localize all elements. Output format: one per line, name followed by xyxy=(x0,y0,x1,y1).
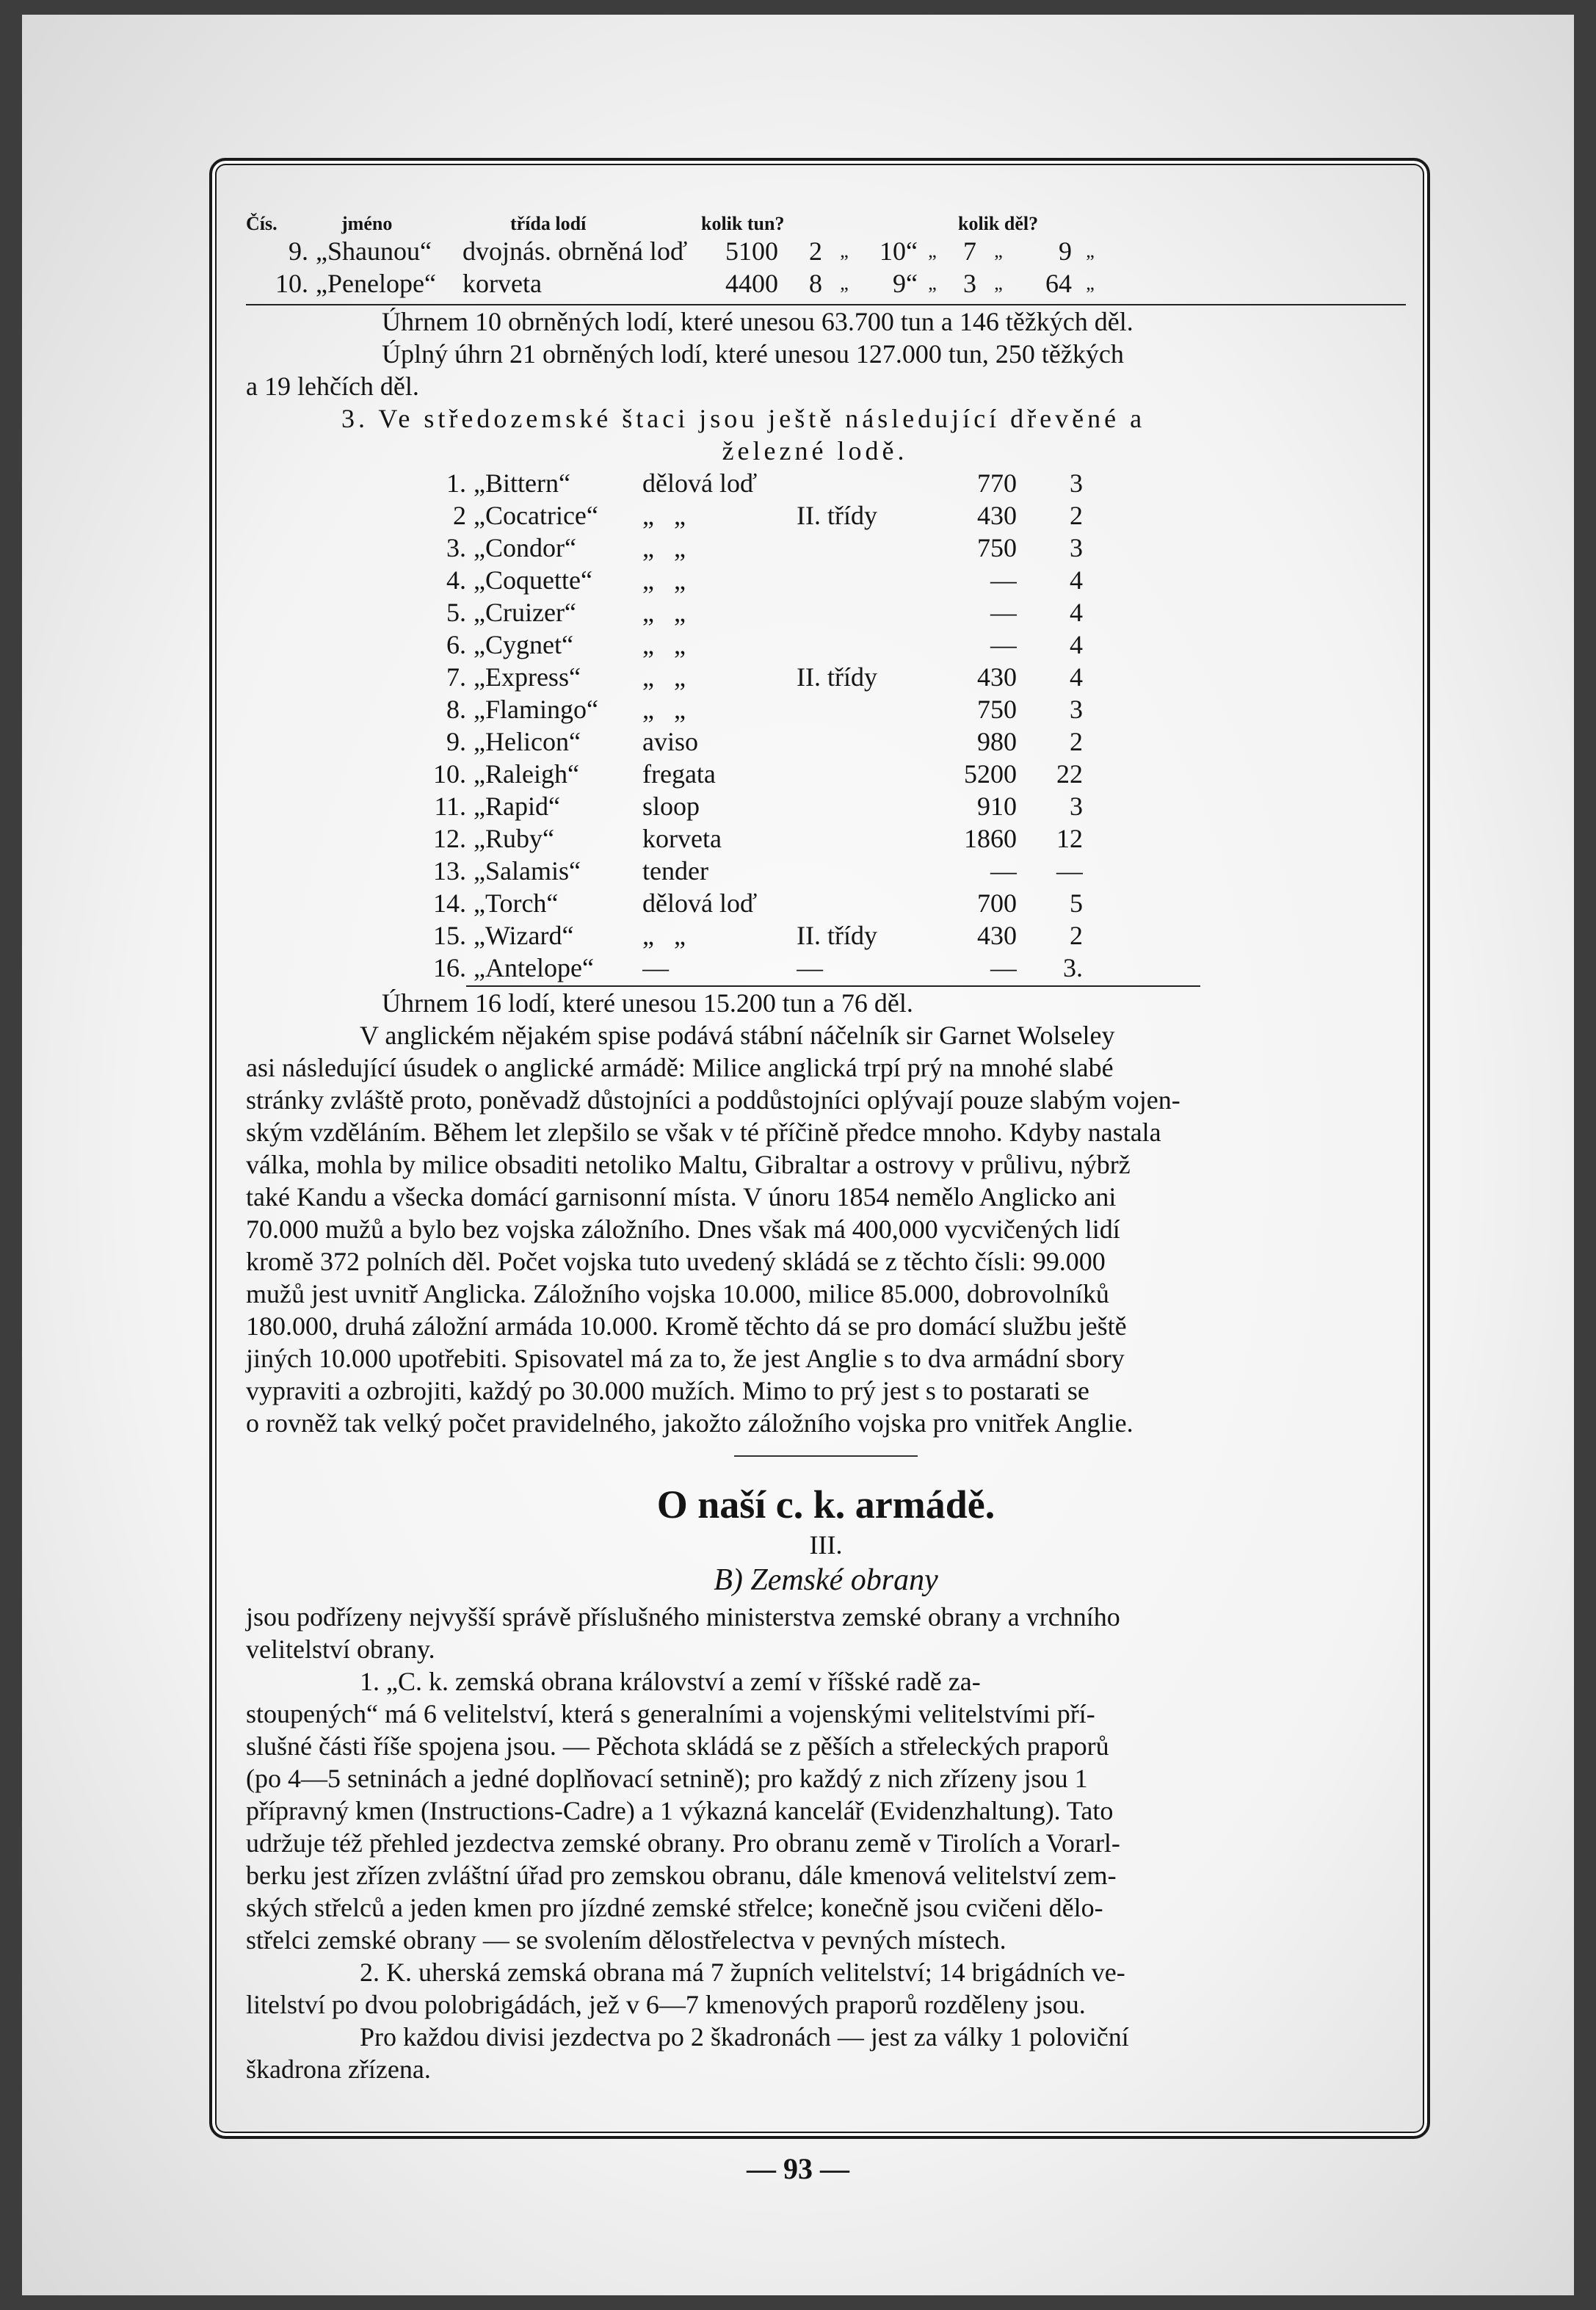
fleet-no: 9. xyxy=(289,236,308,266)
fleet-tons: 4400 xyxy=(725,269,778,298)
ship-guns: 3 xyxy=(1070,468,1083,498)
page-number: — 93 — xyxy=(747,2152,849,2185)
text-line: V anglickém nějakém spise podává stábní náčelník sir Garnet Wolseley xyxy=(360,1021,1115,1050)
ship-row xyxy=(246,564,1406,596)
fleet-a: 8 xyxy=(809,269,822,298)
ship-name: „Antelope“ xyxy=(474,953,594,982)
fleet-row xyxy=(246,267,1406,300)
ship-guns: 4 xyxy=(1070,662,1083,692)
fleet-table-body xyxy=(246,235,1406,300)
ship-type: dělová loď xyxy=(642,888,758,918)
ship-no: 5. xyxy=(446,598,466,627)
ship-tons: — xyxy=(990,630,1017,659)
ship-no: 3. xyxy=(446,533,466,562)
ship-guns: 2 xyxy=(1070,501,1083,530)
summary-line: Úhrnem 16 lodí, které unesou 15.200 tun a 76 děl. xyxy=(382,988,913,1018)
ship-no: 16. xyxy=(433,953,466,982)
text-line: udržuje též přehled jezdectva zemské obrany. Pro obranu země v Tirolích a Vorarl- xyxy=(246,1828,1120,1858)
ship-type: korveta xyxy=(642,824,722,853)
ship-tons: 980 xyxy=(977,727,1017,756)
ship-tons: 430 xyxy=(977,501,1017,530)
ship-guns: 4 xyxy=(1070,565,1083,595)
ship-no: 6. xyxy=(446,630,466,659)
section-divider xyxy=(734,1455,918,1457)
ship-row xyxy=(246,952,1406,984)
ship-type: tender xyxy=(642,856,708,886)
ship-guns: 3. xyxy=(1063,953,1083,982)
fleet-b: 9“ xyxy=(893,269,918,298)
text-line: škadrona zřízena. xyxy=(246,2054,431,2084)
fleet-a: 2 xyxy=(809,236,822,266)
ship-name: „Coquette“ xyxy=(474,565,592,595)
paragraph-intro xyxy=(246,1601,1406,1665)
text-line: berku jest zřízen zvláštní úřad pro zemskou obranu, dále kmenová velitelství zem- xyxy=(246,1861,1117,1890)
ship-tons: — xyxy=(990,856,1017,886)
fleet-d: 9 xyxy=(1059,236,1072,266)
ships-table xyxy=(246,467,1406,984)
fleet-sep: „ xyxy=(928,240,937,261)
scanned-page xyxy=(22,15,1574,2295)
text-line: přípravný kmen (Instructions-Cadre) a 1 výkazná kancelář (Evidenzhaltung). Tato xyxy=(246,1796,1114,1825)
ship-tons: 430 xyxy=(977,662,1017,692)
ship-tons: 910 xyxy=(977,792,1017,821)
ship-name: „Condor“ xyxy=(474,533,576,562)
ship-no: 2 xyxy=(453,501,466,530)
ship-row xyxy=(246,532,1406,564)
ship-no: 8. xyxy=(446,695,466,724)
fleet-tons: 5100 xyxy=(725,236,778,266)
col-cislo: Čís. xyxy=(246,213,278,234)
ship-tons: 700 xyxy=(977,888,1017,918)
text-line: o rovněž tak velký počet pravidelného, jakožto záložního vojska pro vnitřek Anglie. xyxy=(246,1408,1133,1438)
summary-line: a 19 lehčích děl. xyxy=(246,372,419,401)
fleet-class: dvojnás. obrněná loď xyxy=(463,236,688,266)
ship-name: „Cygnet“ xyxy=(474,630,573,659)
ship-tons: 750 xyxy=(977,533,1017,562)
ship-guns: 12 xyxy=(1056,824,1083,853)
ship-row xyxy=(246,629,1406,661)
ship-row xyxy=(246,725,1406,758)
ship-type: fregata xyxy=(642,759,716,789)
text-line: 1. „C. k. zemská obrana království a zemí v říšské radě za- xyxy=(360,1667,981,1696)
ship-name: „Wizard“ xyxy=(474,921,574,950)
ship-type: „ „ xyxy=(642,695,686,724)
text-line: velitelství obrany. xyxy=(246,1634,435,1664)
ship-row xyxy=(246,855,1406,887)
ship-type: „ „ xyxy=(642,598,686,627)
fleet-sep: „ xyxy=(1086,240,1095,261)
ship-name: „Rapid“ xyxy=(474,792,560,821)
text-line: ským vzděláním. Během let zlepšilo se však v té příčině předce mnoho. Kdyby nastala xyxy=(246,1118,1161,1147)
paragraph-hungarian-defence xyxy=(246,1956,1406,2021)
col-kolik-tun: kolik tun? xyxy=(701,213,785,234)
summary-line: Úhrnem 10 obrněných lodí, které unesou 63.700 tun a 146 těžkých děl. xyxy=(382,307,1133,336)
text-line: 180.000, druhá záložní armáda 10.000. Kromě těchto dá se pro domácí službu ještě xyxy=(246,1311,1127,1341)
ship-name: „Ruby“ xyxy=(474,824,554,853)
section-heading: železné lodě. xyxy=(722,436,908,466)
ship-guns: 5 xyxy=(1070,888,1083,918)
article-title: O naší c. k. armádě. xyxy=(656,1482,995,1527)
ship-tons: 1860 xyxy=(964,824,1017,853)
ship-class: II. třídy xyxy=(797,662,877,692)
fleet-sep: „ xyxy=(840,240,849,261)
text-line: Pro každou divisi jezdectva po 2 škadronách — jest za války 1 poloviční xyxy=(360,2022,1129,2052)
ship-no: 10. xyxy=(433,759,466,789)
page-content xyxy=(246,206,1406,2085)
ship-row xyxy=(246,661,1406,693)
ship-name: „Express“ xyxy=(474,662,581,692)
text-line: jiných 10.000 upotřebiti. Spisovatel má za to, že jest Anglie s to dva armádní sbory xyxy=(246,1344,1125,1373)
fleet-row xyxy=(246,235,1406,267)
col-trida: třída lodí xyxy=(510,213,587,234)
ship-row xyxy=(246,758,1406,790)
ship-no: 12. xyxy=(433,824,466,853)
ship-tons: 770 xyxy=(977,468,1017,498)
ship-class: II. třídy xyxy=(797,921,877,950)
col-kolik-del: kolik děl? xyxy=(958,213,1039,234)
text-line: mužů jest uvnitř Anglicka. Záložního vojska 10.000, milice 85.000, dobrovolníků xyxy=(246,1279,1109,1308)
fleet-sep: „ xyxy=(994,240,1003,261)
fleet-b: 10“ xyxy=(879,236,918,266)
fleet-sep: „ xyxy=(994,272,1003,294)
fleet-sep: „ xyxy=(1086,272,1095,294)
ship-name: „Salamis“ xyxy=(474,856,581,886)
fleet-d: 64 xyxy=(1045,269,1072,298)
ship-guns: — xyxy=(1056,856,1083,886)
ship-row xyxy=(246,499,1406,532)
ship-guns: 3 xyxy=(1070,533,1083,562)
ship-guns: 3 xyxy=(1070,792,1083,821)
text-line: asi následující úsudek o anglické armádě: Milice anglická trpí prý na mnohé slabé xyxy=(246,1053,1114,1082)
text-line: vypraviti a ozbrojiti, každý po 30.000 mužích. Mimo to prý jest s to postarati se xyxy=(246,1376,1089,1405)
article-part-number: III. xyxy=(809,1530,843,1560)
ship-name: „Raleigh“ xyxy=(474,759,579,789)
paragraph-austrian-defence xyxy=(246,1665,1406,1956)
text-line: stránky zvláště proto, poněvadž důstojníci a poddůstojníci oplývají pouze slabým vojen- xyxy=(246,1085,1180,1115)
section-heading: 3. Ve středozemské štaci jsou ještě následující dřevěné a xyxy=(341,404,1146,433)
ship-name: „Helicon“ xyxy=(474,727,581,756)
ship-guns: 3 xyxy=(1070,695,1083,724)
ship-no: 13. xyxy=(433,856,466,886)
ship-no: 9. xyxy=(446,727,466,756)
ship-class: II. třídy xyxy=(797,501,877,530)
paragraph-cavalry xyxy=(246,2021,1406,2085)
ship-guns: 2 xyxy=(1070,921,1083,950)
ship-guns: 2 xyxy=(1070,727,1083,756)
fleet-sep: „ xyxy=(840,272,849,294)
ship-tons: — xyxy=(990,598,1017,627)
ship-type: „ „ xyxy=(642,501,686,530)
fleet-no: 10. xyxy=(275,269,308,298)
ship-type: aviso xyxy=(642,727,698,756)
fleet-c: 3 xyxy=(963,269,976,298)
ship-name: „Bittern“ xyxy=(474,468,570,498)
ship-type: sloop xyxy=(642,792,700,821)
text-line: 2. K. uherská zemská obrana má 7 župních velitelství; 14 brigádních ve- xyxy=(360,1958,1125,1987)
ship-row xyxy=(246,822,1406,855)
col-jmeno: jméno xyxy=(341,213,393,234)
ship-name: „Cocatrice“ xyxy=(474,501,598,530)
paragraph-wolseley xyxy=(246,1019,1406,1439)
text-line: také Kandu a všecka domácí garnisonní místa. V únoru 1854 nemělo Anglicko ani xyxy=(246,1182,1117,1212)
ship-type: „ „ xyxy=(642,630,686,659)
ship-tons: — xyxy=(990,953,1017,982)
text-line: válka, mohla by milice obsaditi netoliko Maltu, Gibraltar a ostrovy v průlivu, nýbrž xyxy=(246,1150,1131,1179)
ship-guns: 4 xyxy=(1070,598,1083,627)
ship-row xyxy=(246,596,1406,629)
ship-row xyxy=(246,790,1406,822)
ship-tons: — xyxy=(990,565,1017,595)
ship-tons: 750 xyxy=(977,695,1017,724)
article-subtitle: B) Zemské obrany xyxy=(714,1563,938,1597)
ship-class: — xyxy=(797,953,823,982)
ship-no: 4. xyxy=(446,565,466,595)
fleet-name: „Penelope“ xyxy=(316,269,436,298)
ship-type: dělová loď xyxy=(642,468,758,498)
ship-tons: 5200 xyxy=(964,759,1017,789)
ship-tons: 430 xyxy=(977,921,1017,950)
fleet-class: korveta xyxy=(463,269,542,298)
fleet-c: 7 xyxy=(963,236,976,266)
ship-guns: 4 xyxy=(1070,630,1083,659)
ship-no: 11. xyxy=(434,792,466,821)
fleet-sep: „ xyxy=(928,272,937,294)
ship-no: 7. xyxy=(446,662,466,692)
text-line: ských střelců a jeden kmen pro jízdné zemské střelce; konečně jsou cvičeni dělo- xyxy=(246,1893,1103,1922)
ship-type: „ „ xyxy=(642,533,686,562)
ship-name: „Torch“ xyxy=(474,888,559,918)
ship-guns: 22 xyxy=(1056,759,1083,789)
text-line: střelci zemské obrany — se svolením dělostřelectva v pevných místech. xyxy=(246,1925,1006,1955)
summary-line: Úplný úhrn 21 obrněných lodí, které unesou 127.000 tun, 250 těžkých xyxy=(382,339,1124,369)
ship-no: 15. xyxy=(433,921,466,950)
text-line: 70.000 mužů a bylo bez vojska záložního. Dnes však má 400,000 vycvičených lidí xyxy=(246,1214,1120,1244)
text-line: kromě 372 polních děl. Počet vojska tuto uvedený skládá se z těchto čísli: 99.000 xyxy=(246,1247,1106,1276)
text-line: (po 4—5 setninách a jedné doplňovací setnině); pro každý z nich zřízeny jsou 1 xyxy=(246,1764,1088,1793)
text-line: slušné části říše spojena jsou. — Pěchota skládá se z pěších a střeleckých praporů xyxy=(246,1731,1109,1761)
fleet-table-header xyxy=(246,206,1406,235)
ship-no: 1. xyxy=(446,468,466,498)
ship-no: 14. xyxy=(433,888,466,918)
ship-type: „ „ xyxy=(642,565,686,595)
ship-name: „Cruizer“ xyxy=(474,598,576,627)
ship-name: „Flamingo“ xyxy=(474,695,598,724)
ship-row xyxy=(246,887,1406,919)
text-line: jsou podřízeny nejvyšší správě příslušného ministerstva zemské obrany a vrchního xyxy=(246,1602,1120,1632)
ship-row xyxy=(246,919,1406,952)
ship-row xyxy=(246,693,1406,725)
ship-type: — xyxy=(642,953,669,982)
ship-type: „ „ xyxy=(642,662,686,692)
text-line: stoupených“ má 6 velitelství, která s generalními a vojenskými velitelstvími pří- xyxy=(246,1699,1095,1728)
ship-row xyxy=(246,467,1406,499)
fleet-name: „Shaunou“ xyxy=(316,236,432,266)
ship-type: „ „ xyxy=(642,921,686,950)
text-line: litelství po dvou polobrigádách, jež v 6—7 kmenových praporů rozděleny jsou. xyxy=(246,1990,1086,2019)
